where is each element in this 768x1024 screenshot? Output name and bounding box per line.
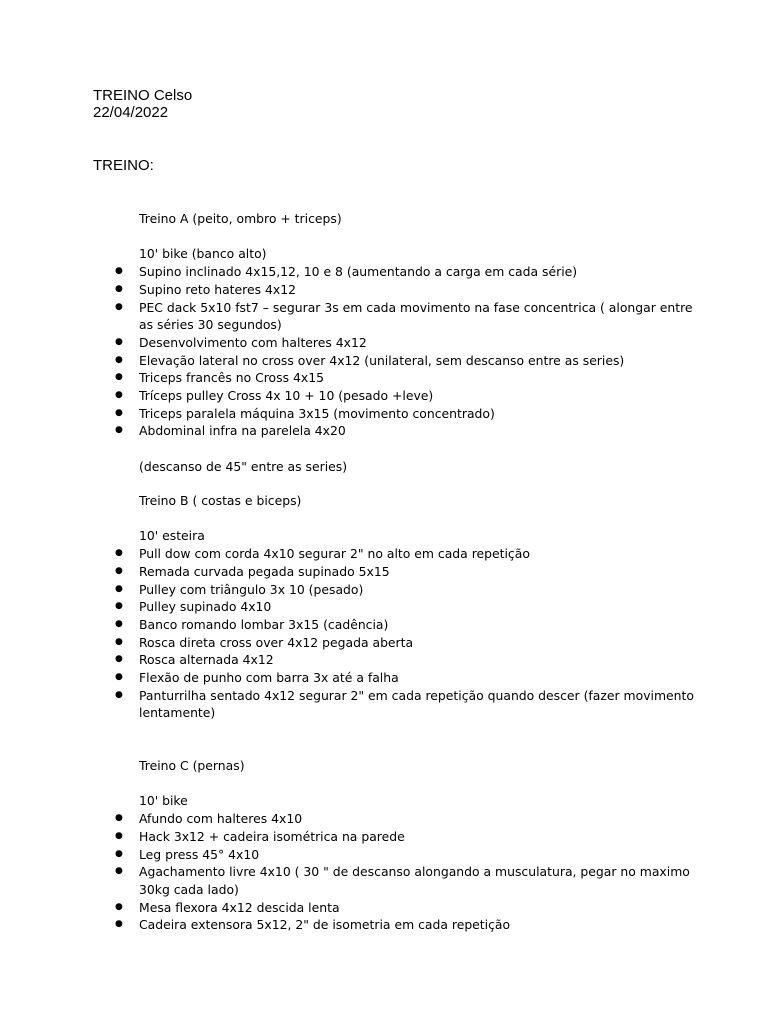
bullet-icon: ● [115, 266, 123, 277]
treino-c-section [115, 757, 699, 934]
list-item [115, 687, 699, 722]
treino-b-exercise-list [115, 545, 699, 722]
exercise-text: Remada curvada pegada supinado 5x15 [139, 563, 390, 579]
list-item [115, 598, 699, 616]
exercise-text: Hack 3x12 + cadeira isométrica na parede [139, 828, 405, 844]
exercise-text: Tríceps pulley Cross 4x 10 + 10 (pesado +leve) [139, 388, 434, 404]
exercise-text: Desenvolvimento com halteres 4x12 [139, 334, 367, 350]
treino-c-title: Treino C (pernas) [139, 758, 245, 773]
bullet-icon: ● [115, 425, 123, 436]
bullet-icon: ● [115, 830, 123, 841]
list-item [115, 281, 699, 299]
treino-a-exercise-list [115, 263, 699, 440]
list-item [115, 405, 699, 423]
list-item [115, 263, 699, 281]
exercise-text: Rosca alternada 4x12 [139, 652, 274, 668]
document-date: 22/04/2022 [93, 104, 169, 121]
exercise-text: Supino inclinado 4x15,12, 10 e 8 (aumentando a carga em cada série) [139, 264, 578, 280]
bullet-icon: ● [115, 601, 123, 612]
list-item [115, 299, 699, 334]
list-item [115, 899, 699, 917]
list-item [115, 863, 699, 898]
exercise-text: Triceps paralela máquina 3x15 (movimento concentrado) [139, 405, 495, 421]
exercise-text: Rosca direta cross over 4x12 pegada aberta [139, 634, 414, 650]
exercise-text: Cadeira extensora 5x12, 2" de isometria em cada repetição [139, 917, 511, 933]
exercise-text: Banco romando lombar 3x15 (cadência) [139, 616, 389, 632]
bullet-icon: ● [115, 672, 123, 683]
treino-b-title: Treino B ( costas e biceps) [139, 493, 302, 508]
section-heading: TREINO: [93, 157, 154, 174]
bullet-icon: ● [115, 813, 123, 824]
document-title: TREINO Celso [93, 87, 193, 104]
bullet-icon: ● [115, 919, 123, 930]
bullet-icon: ● [115, 618, 123, 629]
list-item [115, 651, 699, 669]
treino-c-exercise-list [115, 810, 699, 934]
exercise-text: Elevação lateral no cross over 4x12 (unilateral, sem descanso entre as series) [139, 352, 625, 368]
bullet-icon: ● [115, 548, 123, 559]
exercise-text: Triceps francês no Cross 4x15 [139, 370, 324, 386]
list-item [115, 669, 699, 687]
exercise-text: Panturrilha sentado 4x12 segurar 2" em cada repetição quando descer (fazer movimento lentamente) [139, 687, 694, 721]
exercise-text: Pulley supinado 4x10 [139, 599, 272, 615]
bullet-icon: ● [115, 689, 123, 700]
treino-a-warmup: 10' bike (banco alto) [139, 246, 267, 262]
list-item [115, 828, 699, 846]
bullet-icon: ● [115, 565, 123, 576]
bullet-icon: ● [115, 390, 123, 401]
exercise-text: Pull dow com corda 4x10 segurar 2" no alto em cada repetição [139, 546, 530, 562]
list-item [115, 810, 699, 828]
list-item [115, 352, 699, 370]
list-item [115, 545, 699, 563]
list-item [115, 581, 699, 599]
list-item [115, 334, 699, 352]
treino-a-rest-note: (descanso de 45" entre as series) [139, 458, 348, 474]
list-item [115, 422, 699, 440]
exercise-text: Pulley com triângulo 3x 10 (pesado) [139, 581, 364, 597]
bullet-icon: ● [115, 336, 123, 347]
list-item [115, 634, 699, 652]
treino-a-title: Treino A (peito, ombro + triceps) [139, 211, 342, 226]
bullet-icon: ● [115, 848, 123, 859]
bullet-icon: ● [115, 901, 123, 912]
exercise-text: Afundo com halteres 4x10 [139, 811, 303, 827]
list-item [115, 387, 699, 405]
bullet-icon: ● [115, 583, 123, 594]
bullet-icon: ● [115, 354, 123, 365]
treino-a-section [115, 210, 699, 476]
bullet-icon: ● [115, 301, 123, 312]
treino-b-section [115, 492, 699, 722]
bullet-icon: ● [115, 283, 123, 294]
list-item [115, 369, 699, 387]
list-item [115, 616, 699, 634]
exercise-text: Abdominal infra na parelela 4x20 [139, 423, 346, 439]
list-item [115, 916, 699, 934]
exercise-text: Flexão de punho com barra 3x até a falha [139, 670, 399, 686]
bullet-icon: ● [115, 636, 123, 647]
treino-c-warmup: 10' bike [139, 793, 188, 809]
bullet-icon: ● [115, 372, 123, 383]
bullet-icon: ● [115, 407, 123, 418]
list-item [115, 563, 699, 581]
exercise-text: Agachamento livre 4x10 ( 30 " de descanso alongando a musculatura, pegar no maximo 30kg cada lado) [139, 864, 690, 897]
bullet-icon: ● [115, 866, 123, 877]
treino-b-warmup: 10' esteira [139, 528, 205, 544]
exercise-text: Leg press 45° 4x10 [139, 846, 260, 862]
bullet-icon: ● [115, 654, 123, 665]
exercise-text: Supino reto hateres 4x12 [139, 281, 296, 297]
exercise-text: Mesa flexora 4x12 descida lenta [139, 899, 340, 915]
exercise-text: PEC dack 5x10 fst7 – segurar 3s em cada movimento na fase concentrica ( alongar entre as séries 30 segundos) [139, 299, 693, 333]
list-item [115, 846, 699, 864]
